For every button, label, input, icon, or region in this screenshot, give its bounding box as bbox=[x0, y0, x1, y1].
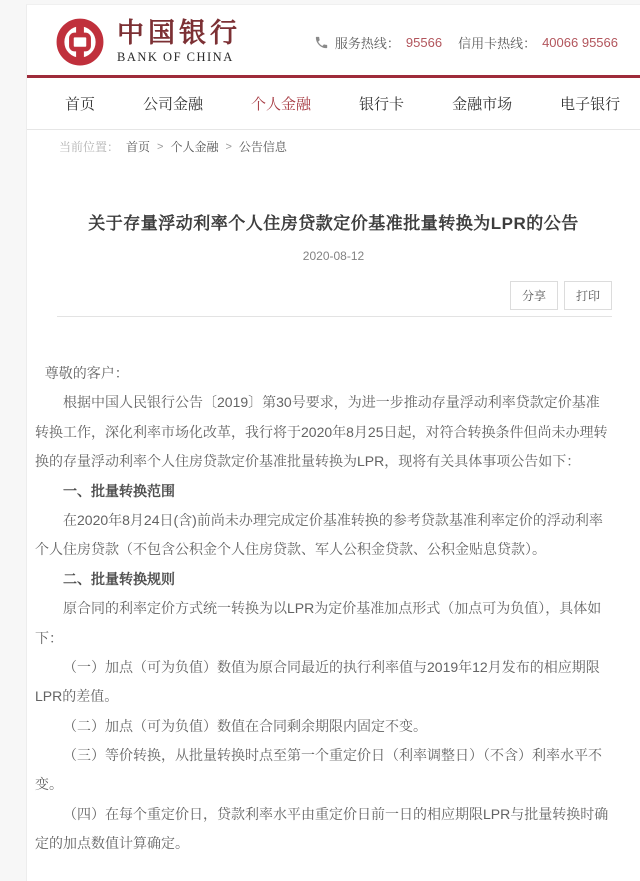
nav-item-2[interactable]: 个人金融 bbox=[251, 96, 312, 113]
site-header bbox=[27, 5, 640, 75]
breadcrumb-separator: > bbox=[225, 140, 232, 153]
nav-item-5[interactable]: 电子银行 bbox=[560, 96, 621, 113]
bank-name-cn: 中国银行 bbox=[117, 17, 241, 49]
paragraph: （二）加点（可为负值）数值在合同剩余期限内固定不变。 bbox=[63, 717, 427, 734]
page-title: 关于存量浮动利率个人住房贷款定价基准批量转换为LPR的公告 bbox=[88, 214, 579, 233]
breadcrumb-items bbox=[126, 138, 287, 155]
article-head bbox=[27, 209, 640, 310]
breadcrumb-item-1[interactable]: 个人金融 bbox=[170, 140, 219, 154]
bank-logo[interactable] bbox=[55, 17, 241, 67]
print-button[interactable]: 打印 bbox=[564, 281, 612, 310]
article-date: 2020-08-12 bbox=[302, 249, 365, 263]
nav-item-3[interactable]: 银行卡 bbox=[359, 96, 405, 113]
paragraph: （四）在每个重定价日，贷款利率水平由重定价日前一日的相应期限LPR与批量转换时确定的加点数值计算确定。 bbox=[35, 805, 609, 852]
bank-of-china-emblem-icon bbox=[55, 17, 105, 67]
phone-icon bbox=[314, 35, 329, 50]
breadcrumb-item-2: 公告信息 bbox=[238, 140, 287, 154]
article-actions bbox=[55, 281, 612, 310]
bank-logo-text bbox=[117, 17, 241, 65]
page-card bbox=[26, 4, 640, 881]
card-hotline-number: 40066 95566 bbox=[542, 34, 618, 50]
nav-item-0[interactable]: 首页 bbox=[65, 96, 96, 113]
section-heading: 二、批量转换规则 bbox=[63, 570, 175, 587]
bank-name-en: BANK OF CHINA bbox=[117, 49, 234, 64]
breadcrumb-item-0[interactable]: 首页 bbox=[126, 140, 151, 154]
share-button[interactable]: 分享 bbox=[510, 281, 558, 310]
paragraph: 根据中国人民银行公告〔2019〕第30号要求，为进一步推动存量浮动利率贷款定价基准转换工作，深化利率市场化改革，我行将于2020年8月25日起，对符合转换条件但尚未办理转换的存量浮动利率个人住房贷款定价基准批量转换为LPR，现将有关具体事项公告如下： bbox=[35, 394, 608, 470]
nav-item-1[interactable]: 公司金融 bbox=[143, 96, 204, 113]
breadcrumb-prefix: 当前位置： bbox=[59, 140, 120, 154]
article-body bbox=[27, 317, 640, 881]
paragraph: （三）等价转换，从批量转换时点至第一个重定价日（利率调整日）（不含）利率水平不变。 bbox=[35, 747, 602, 793]
card-hotline-label: 信用卡热线： bbox=[458, 35, 537, 51]
main-nav bbox=[27, 78, 640, 130]
hotline-info bbox=[314, 33, 628, 52]
service-hotline-number: 95566 bbox=[405, 34, 443, 50]
breadcrumb-separator: > bbox=[157, 140, 164, 153]
paragraph: （一）加点（可为负值）数值为原合同最近的执行利率值与2019年12月发布的相应期限LPR的差值。 bbox=[35, 658, 600, 705]
nav-item-4[interactable]: 金融市场 bbox=[452, 96, 513, 113]
paragraph: 尊敬的客户： bbox=[44, 365, 129, 381]
paragraph: 在2020年8月24日(含)前尚未办理完成定价基准转换的参考贷款基准利率定价的浮动利率个人住房贷款（不包含公积金个人住房贷款、军人公积金贷款、公积金贴息贷款）。 bbox=[35, 511, 603, 558]
section-heading: 一、批量转换范围 bbox=[63, 482, 175, 499]
breadcrumb bbox=[27, 130, 640, 163]
service-hotline-label: 服务热线： bbox=[334, 35, 400, 51]
paragraph: 原合同的利率定价方式统一转换为以LPR为定价基准加点形式（加点可为负值），具体如下： bbox=[35, 600, 602, 646]
